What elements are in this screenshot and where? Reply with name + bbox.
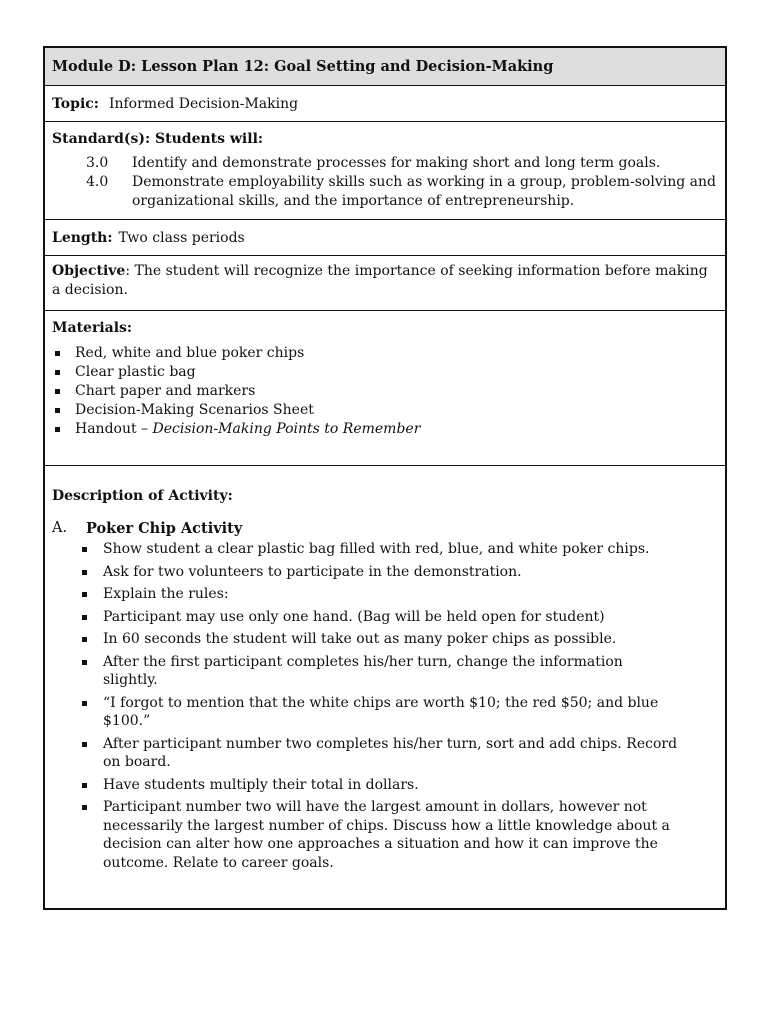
standards-list: [52, 154, 718, 211]
activity-steps-list: [52, 540, 718, 872]
length-row: [45, 220, 725, 256]
objective-row: [45, 256, 725, 311]
standard-number: 4.0: [86, 174, 109, 190]
activity-section-heading: [52, 520, 718, 537]
standards-label: Standard(s): Students will:: [52, 131, 264, 147]
lesson-plan-table: [43, 46, 727, 910]
lesson-title-row: [45, 48, 725, 86]
standard-item: [52, 154, 718, 173]
materials-item: Clear plastic bag: [52, 363, 718, 382]
lesson-title: Module D: Lesson Plan 12: Goal Setting and Decision-Making: [52, 58, 554, 75]
handout-prefix: Handout –: [75, 421, 153, 437]
materials-row: [45, 311, 725, 466]
activity-step: “I forgot to mention that the white chips are worth $10; the red $50; and blue $100.”: [103, 694, 718, 731]
activity-step: Ask for two volunteers to participate in the demonstration.: [103, 563, 718, 582]
activity-step: Participant number two will have the largest amount in dollars, however not necessarily the largest number of chips. Discuss how a little knowledge about a decision can alter how one approaches a situation and how it can improve the outcome. Relate to career goals.: [103, 798, 718, 872]
description-label: Description of Activity:: [52, 488, 233, 504]
objective-label: Objective: [52, 263, 126, 279]
materials-item: Decision-Making Scenarios Sheet: [52, 401, 718, 420]
materials-list: [52, 344, 718, 439]
materials-item-handout: [52, 420, 718, 439]
description-row: [45, 466, 725, 908]
objective-value: : The student will recognize the importance of seeking information before making a decision.: [52, 263, 708, 298]
activity-step: Have students multiply their total in dollars.: [103, 776, 718, 795]
activity-step: In 60 seconds the student will take out as many poker chips as possible.: [103, 630, 718, 649]
length-label: Length:: [52, 229, 113, 246]
section-letter: A.: [52, 520, 68, 536]
activity-step: Show student a clear plastic bag filled with red, blue, and white poker chips.: [103, 540, 718, 559]
activity-step: Explain the rules:: [103, 585, 718, 604]
handout-title: Decision-Making Points to Remember: [152, 421, 421, 437]
standard-text: Identify and demonstrate processes for making short and long term goals.: [132, 155, 661, 171]
materials-label: Materials:: [52, 320, 133, 336]
topic-label: Topic:: [52, 95, 99, 112]
activity-step: After the first participant completes his/her turn, change the information slightly.: [103, 653, 718, 690]
standard-item: [52, 173, 718, 211]
length-value: Two class periods: [118, 229, 245, 246]
materials-item: Red, white and blue poker chips: [52, 344, 718, 363]
topic-row: [45, 86, 725, 122]
section-title: Poker Chip Activity: [86, 520, 243, 537]
activity-step: After participant number two completes his/her turn, sort and add chips. Record on board.: [103, 735, 718, 772]
standard-text: Demonstrate employability skills such as working in a group, problem-solving and organizational skills, and the importance of entrepreneurship.: [132, 174, 716, 209]
standard-number: 3.0: [86, 155, 109, 171]
materials-item: Chart paper and markers: [52, 382, 718, 401]
topic-value: Informed Decision-Making: [108, 95, 299, 112]
activity-step: Participant may use only one hand. (Bag will be held open for student): [103, 608, 718, 627]
standards-row: [45, 122, 725, 220]
